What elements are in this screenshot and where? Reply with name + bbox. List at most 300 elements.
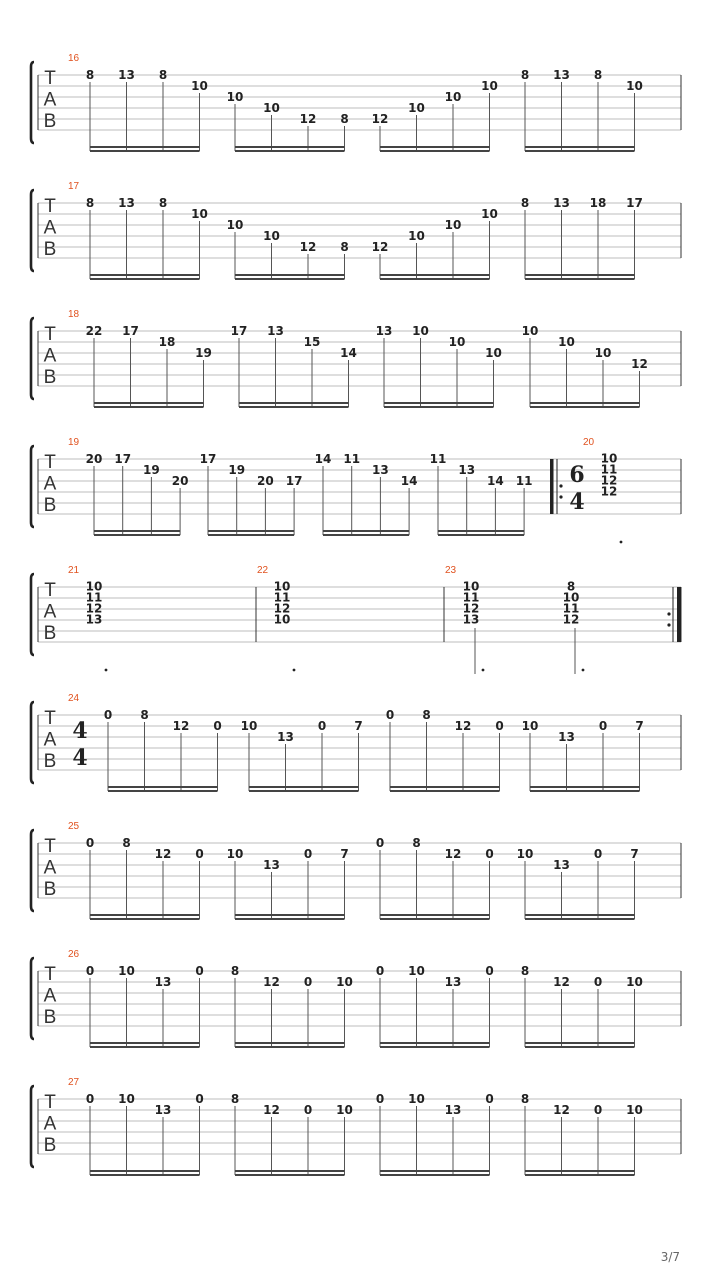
tab-clef-letter: B <box>43 1135 57 1156</box>
chord <box>274 580 296 672</box>
measure-number: 21 <box>68 565 80 576</box>
duration-dot <box>582 669 585 672</box>
beam <box>530 402 640 404</box>
fret-number: 0 <box>375 836 385 850</box>
fret-number: 13 <box>558 730 575 744</box>
time-signature <box>569 462 584 515</box>
fret-number: 10 <box>85 579 103 594</box>
tab-clef-letter: T <box>44 196 56 217</box>
fret-number: 8 <box>412 836 421 850</box>
fret-number: 10 <box>448 335 466 349</box>
beam-group <box>521 964 643 1048</box>
tab-clef-letter: B <box>43 751 57 772</box>
beam <box>525 1046 635 1048</box>
measure-number: 24 <box>68 693 80 704</box>
fret-number: 0 <box>85 964 95 978</box>
fret-number: 12 <box>299 112 317 126</box>
system-bracket-icon <box>31 62 34 143</box>
fret-number: 0 <box>593 1103 603 1117</box>
beam <box>380 1046 490 1048</box>
fret-number: 8 <box>122 836 131 850</box>
fret-number: 0 <box>485 1092 494 1106</box>
fret-number: 0 <box>85 1092 95 1106</box>
beam <box>380 150 490 152</box>
fret-number: 12 <box>631 357 648 371</box>
beam-group <box>522 324 648 408</box>
fret-number: 11 <box>429 452 447 466</box>
tab-system <box>31 1077 681 1176</box>
beam <box>235 150 345 152</box>
fret-number: 0 <box>593 975 603 989</box>
fret-number: 8 <box>520 196 530 210</box>
beam-group <box>315 452 418 536</box>
system-bracket-icon <box>31 830 34 911</box>
fret-number: 13 <box>154 975 172 989</box>
measure-number: 17 <box>68 181 80 192</box>
beam <box>384 406 494 408</box>
fret-number: 10 <box>521 324 539 338</box>
fret-number: 10 <box>462 579 480 594</box>
beam <box>530 786 640 788</box>
fret-number: 10 <box>481 207 498 221</box>
beam <box>235 146 345 148</box>
tab-clef-letter: B <box>43 623 57 644</box>
fret-number: 17 <box>285 474 303 488</box>
fret-number: 0 <box>485 964 494 978</box>
repeat-start-thick-barline <box>550 459 554 514</box>
fret-number: 0 <box>213 719 222 733</box>
beam <box>525 918 635 920</box>
fret-number: 11 <box>462 590 480 605</box>
fret-number: 11 <box>343 452 361 466</box>
fret-number: 11 <box>515 474 533 488</box>
fret-number: 8 <box>566 579 576 594</box>
fret-number: 11 <box>600 462 618 477</box>
beam-group <box>521 68 643 152</box>
chord <box>463 580 485 675</box>
fret-number: 0 <box>495 719 504 733</box>
beam <box>384 402 494 404</box>
fret-number: 11 <box>85 590 103 605</box>
fret-number: 0 <box>303 847 313 861</box>
beam <box>235 918 345 920</box>
beam-group <box>86 964 204 1048</box>
measure-number: 27 <box>68 1077 80 1088</box>
fret-number: 0 <box>598 719 608 733</box>
tab-system <box>31 437 681 543</box>
tab-clef-letter: T <box>44 708 56 729</box>
fret-number: 13 <box>118 196 135 210</box>
tab-system <box>31 949 681 1048</box>
fret-number: 19 <box>143 463 160 477</box>
beam-group <box>376 324 502 408</box>
beam <box>235 1042 345 1044</box>
fret-number: 8 <box>520 964 530 978</box>
fret-number: 12 <box>371 240 389 254</box>
fret-number: 13 <box>85 612 103 627</box>
fret-number: 14 <box>400 474 418 488</box>
beam <box>239 406 349 408</box>
time-signature-bottom: 4 <box>569 489 585 515</box>
measure-number: 19 <box>68 437 80 448</box>
tab-clef-letter: A <box>43 473 57 495</box>
beam-group <box>86 452 189 536</box>
fret-number: 17 <box>199 452 217 466</box>
beam-group <box>521 196 643 280</box>
fret-number: 10 <box>273 612 291 627</box>
tab-clef-letter: A <box>43 857 57 879</box>
measure-number: 26 <box>68 949 80 960</box>
fret-number: 8 <box>85 196 95 210</box>
fret-number: 13 <box>277 730 294 744</box>
beam <box>438 530 524 532</box>
fret-number: 0 <box>593 847 603 861</box>
fret-number: 17 <box>122 324 139 338</box>
fret-number: 8 <box>230 964 240 978</box>
beam <box>380 1042 490 1044</box>
beam-group <box>200 452 303 536</box>
fret-number: 22 <box>85 324 103 338</box>
beam-group <box>372 79 498 152</box>
fret-number: 12 <box>600 473 618 488</box>
fret-number: 10 <box>336 975 353 989</box>
beam <box>380 918 490 920</box>
fret-number: 12 <box>553 1103 570 1117</box>
tab-clef-letter: T <box>44 836 56 857</box>
tab-system <box>31 693 681 792</box>
tab-clef-letter: T <box>44 580 56 601</box>
fret-number: 12 <box>371 112 389 126</box>
beam <box>90 1170 200 1172</box>
measure-number: 16 <box>68 53 80 64</box>
fret-number: 14 <box>340 346 357 360</box>
beam <box>438 534 524 536</box>
fret-number: 10 <box>263 229 280 243</box>
beam <box>323 530 409 532</box>
beam <box>380 274 490 276</box>
beam <box>235 1174 345 1176</box>
tab-clef-letter: B <box>43 111 57 132</box>
fret-number: 13 <box>263 858 280 872</box>
beam <box>90 1042 200 1044</box>
fret-number: 10 <box>516 847 534 861</box>
fret-number: 0 <box>85 836 95 850</box>
tab-clef-letter: B <box>43 879 57 900</box>
chord <box>86 580 108 672</box>
fret-number: 7 <box>630 847 639 861</box>
fret-number: 0 <box>195 847 204 861</box>
beam <box>380 914 490 916</box>
fret-number: 14 <box>487 474 504 488</box>
measure-number: 23 <box>445 565 457 576</box>
tab-clef-letter: B <box>43 367 57 388</box>
measure-number: 20 <box>583 437 595 448</box>
fret-number: 13 <box>553 196 570 210</box>
fret-number: 8 <box>140 708 149 722</box>
fret-number: 13 <box>553 858 570 872</box>
fret-number: 13 <box>267 324 284 338</box>
tab-system <box>31 181 681 280</box>
fret-number: 14 <box>314 452 332 466</box>
system-bracket-icon <box>31 190 34 271</box>
beam <box>525 1042 635 1044</box>
beam <box>235 1170 345 1172</box>
fret-number: 13 <box>154 1103 172 1117</box>
fret-number: 10 <box>118 1092 135 1106</box>
beam-group <box>231 964 353 1048</box>
beam <box>525 146 635 148</box>
beam <box>525 1174 635 1176</box>
beam <box>530 406 640 408</box>
fret-number: 17 <box>230 324 248 338</box>
fret-number: 10 <box>273 579 291 594</box>
fret-number: 19 <box>228 463 246 477</box>
fret-number: 20 <box>171 474 189 488</box>
duration-dot <box>482 669 485 672</box>
fret-number: 10 <box>521 719 539 733</box>
time-signature-top: 6 <box>569 462 585 488</box>
tab-clef-letter: A <box>43 601 57 623</box>
fret-number: 10 <box>594 346 612 360</box>
system-bracket-icon <box>31 702 34 783</box>
tab-clef-letter: A <box>43 217 57 239</box>
beam <box>380 1170 490 1172</box>
beam-group <box>231 1092 353 1176</box>
tab-clef-letter: A <box>43 729 57 751</box>
beam-group <box>430 452 533 536</box>
fret-number: 8 <box>158 68 168 82</box>
tab-clef-letter: B <box>43 239 57 260</box>
repeat-dot <box>559 495 562 498</box>
fret-number: 20 <box>85 452 103 466</box>
fret-number: 13 <box>462 612 480 627</box>
beam <box>380 1174 490 1176</box>
fret-number: 10 <box>626 975 643 989</box>
beam <box>235 914 345 916</box>
beam-group <box>231 324 357 408</box>
tab-clef-letter: A <box>43 89 57 111</box>
beam <box>235 274 345 276</box>
beam <box>90 278 200 280</box>
fret-number: 8 <box>85 68 95 82</box>
beam <box>323 534 409 536</box>
fret-number: 12 <box>562 612 580 627</box>
beam <box>94 406 204 408</box>
repeat-dot <box>667 612 670 615</box>
fret-number: 10 <box>226 847 244 861</box>
fret-number: 12 <box>85 601 103 616</box>
fret-number: 10 <box>485 346 502 360</box>
tab-clef-letter: T <box>44 452 56 473</box>
fret-number: 0 <box>303 1103 313 1117</box>
beam <box>390 790 500 792</box>
fret-number: 19 <box>195 346 212 360</box>
beam <box>208 534 294 536</box>
fret-number: 10 <box>626 1103 643 1117</box>
beam <box>239 402 349 404</box>
fret-number: 15 <box>303 335 321 349</box>
beam <box>90 1174 200 1176</box>
fret-number: 0 <box>375 1092 385 1106</box>
system-bracket-icon <box>31 446 34 527</box>
fret-number: 7 <box>340 847 349 861</box>
beam <box>94 534 180 536</box>
beam <box>235 278 345 280</box>
fret-number: 12 <box>172 719 190 733</box>
system-bracket-icon <box>31 1086 34 1167</box>
fret-number: 13 <box>118 68 135 82</box>
fret-number: 10 <box>626 79 643 93</box>
fret-number: 18 <box>589 196 607 210</box>
fret-number: 8 <box>593 68 603 82</box>
beam <box>380 278 490 280</box>
tab-clef-letter: A <box>43 1113 57 1135</box>
beam <box>94 402 204 404</box>
fret-number: 10 <box>226 90 244 104</box>
beam <box>235 1046 345 1048</box>
fret-number: 8 <box>230 1092 240 1106</box>
fret-number: 8 <box>520 1092 530 1106</box>
beam <box>525 278 635 280</box>
fret-number: 7 <box>354 719 363 733</box>
beam-group <box>241 719 363 792</box>
fret-number: 12 <box>154 847 172 861</box>
fret-number: 0 <box>103 708 113 722</box>
tab-clef-letter: B <box>43 1007 57 1028</box>
fret-number: 10 <box>408 1092 425 1106</box>
fret-number: 12 <box>263 975 280 989</box>
beam <box>108 790 218 792</box>
fret-number: 11 <box>273 590 291 605</box>
fret-number: 13 <box>375 324 393 338</box>
tab-clef-letter: T <box>44 324 56 345</box>
measure-number: 25 <box>68 821 80 832</box>
fret-number: 12 <box>553 975 570 989</box>
time-signature-top: 4 <box>72 718 88 744</box>
page-number: 3/7 <box>660 1250 680 1264</box>
beam <box>90 274 200 276</box>
fret-number: 10 <box>412 324 429 338</box>
beam-group <box>227 847 349 920</box>
fret-number: 10 <box>408 101 425 115</box>
fret-number: 13 <box>444 1103 462 1117</box>
fret-number: 0 <box>195 1092 204 1106</box>
fret-number: 12 <box>299 240 317 254</box>
time-signature-bottom: 4 <box>72 745 88 771</box>
beam-group <box>522 719 644 792</box>
tab-system <box>31 309 681 408</box>
beam <box>525 150 635 152</box>
beam-group <box>517 847 639 920</box>
system-bracket-icon <box>31 318 34 399</box>
fret-number: 12 <box>462 601 480 616</box>
fret-number: 13 <box>444 975 462 989</box>
beam <box>90 918 200 920</box>
fret-number: 13 <box>372 463 389 477</box>
fret-number: 11 <box>562 601 580 616</box>
fret-number: 12 <box>273 601 291 616</box>
fret-number: 7 <box>635 719 644 733</box>
tab-system <box>31 565 681 674</box>
fret-number: 8 <box>422 708 431 722</box>
fret-number: 0 <box>385 708 395 722</box>
beam-group <box>86 1092 204 1176</box>
fret-number: 10 <box>562 590 580 605</box>
fret-number: 12 <box>454 719 472 733</box>
beam <box>525 274 635 276</box>
fret-number: 10 <box>444 218 462 232</box>
beam <box>525 914 635 916</box>
fret-number: 8 <box>340 240 349 254</box>
fret-number: 12 <box>600 484 618 499</box>
beam <box>249 786 359 788</box>
repeat-end-thick-barline <box>677 587 681 642</box>
tab-clef-letter: A <box>43 345 57 367</box>
fret-number: 10 <box>118 964 135 978</box>
beam-group <box>372 207 498 280</box>
beam-group <box>376 964 494 1048</box>
tab-clef-letter: B <box>43 495 57 516</box>
fret-number: 10 <box>226 218 244 232</box>
beam-group <box>86 196 208 280</box>
fret-number: 13 <box>553 68 570 82</box>
beam <box>90 150 200 152</box>
tab-clef-letter: T <box>44 964 56 985</box>
fret-number: 10 <box>191 79 208 93</box>
beam <box>90 146 200 148</box>
fret-number: 10 <box>481 79 498 93</box>
beam-group <box>86 836 204 920</box>
fret-number: 12 <box>263 1103 280 1117</box>
beam <box>249 790 359 792</box>
beam-group <box>227 90 349 152</box>
fret-number: 13 <box>458 463 476 477</box>
beam <box>208 530 294 532</box>
beam <box>90 914 200 916</box>
fret-number: 10 <box>336 1103 353 1117</box>
fret-number: 10 <box>444 90 462 104</box>
beam <box>530 790 640 792</box>
fret-number: 10 <box>558 335 575 349</box>
system-bracket-icon <box>31 574 34 655</box>
fret-number: 17 <box>114 452 132 466</box>
beam-group <box>521 1092 643 1176</box>
fret-number: 0 <box>195 964 204 978</box>
time-signature <box>72 718 87 771</box>
tab-clef-letter: A <box>43 985 57 1007</box>
fret-number: 10 <box>408 964 425 978</box>
beam-group <box>376 1092 494 1176</box>
duration-dot <box>620 541 623 544</box>
beam-group <box>227 218 349 280</box>
fret-number: 10 <box>191 207 208 221</box>
tab-clef-letter: T <box>44 1092 56 1113</box>
tab-clef-letter: T <box>44 68 56 89</box>
duration-dot <box>105 669 108 672</box>
beam <box>380 146 490 148</box>
fret-number: 17 <box>626 196 643 210</box>
repeat-dot <box>559 484 562 487</box>
tab-system <box>31 821 681 920</box>
fret-number: 0 <box>485 847 494 861</box>
beam-group <box>86 68 208 152</box>
measure-number: 22 <box>257 565 269 576</box>
beam <box>90 1046 200 1048</box>
fret-number: 8 <box>520 68 530 82</box>
beam-group <box>386 708 504 792</box>
beam <box>94 530 180 532</box>
beam <box>108 786 218 788</box>
